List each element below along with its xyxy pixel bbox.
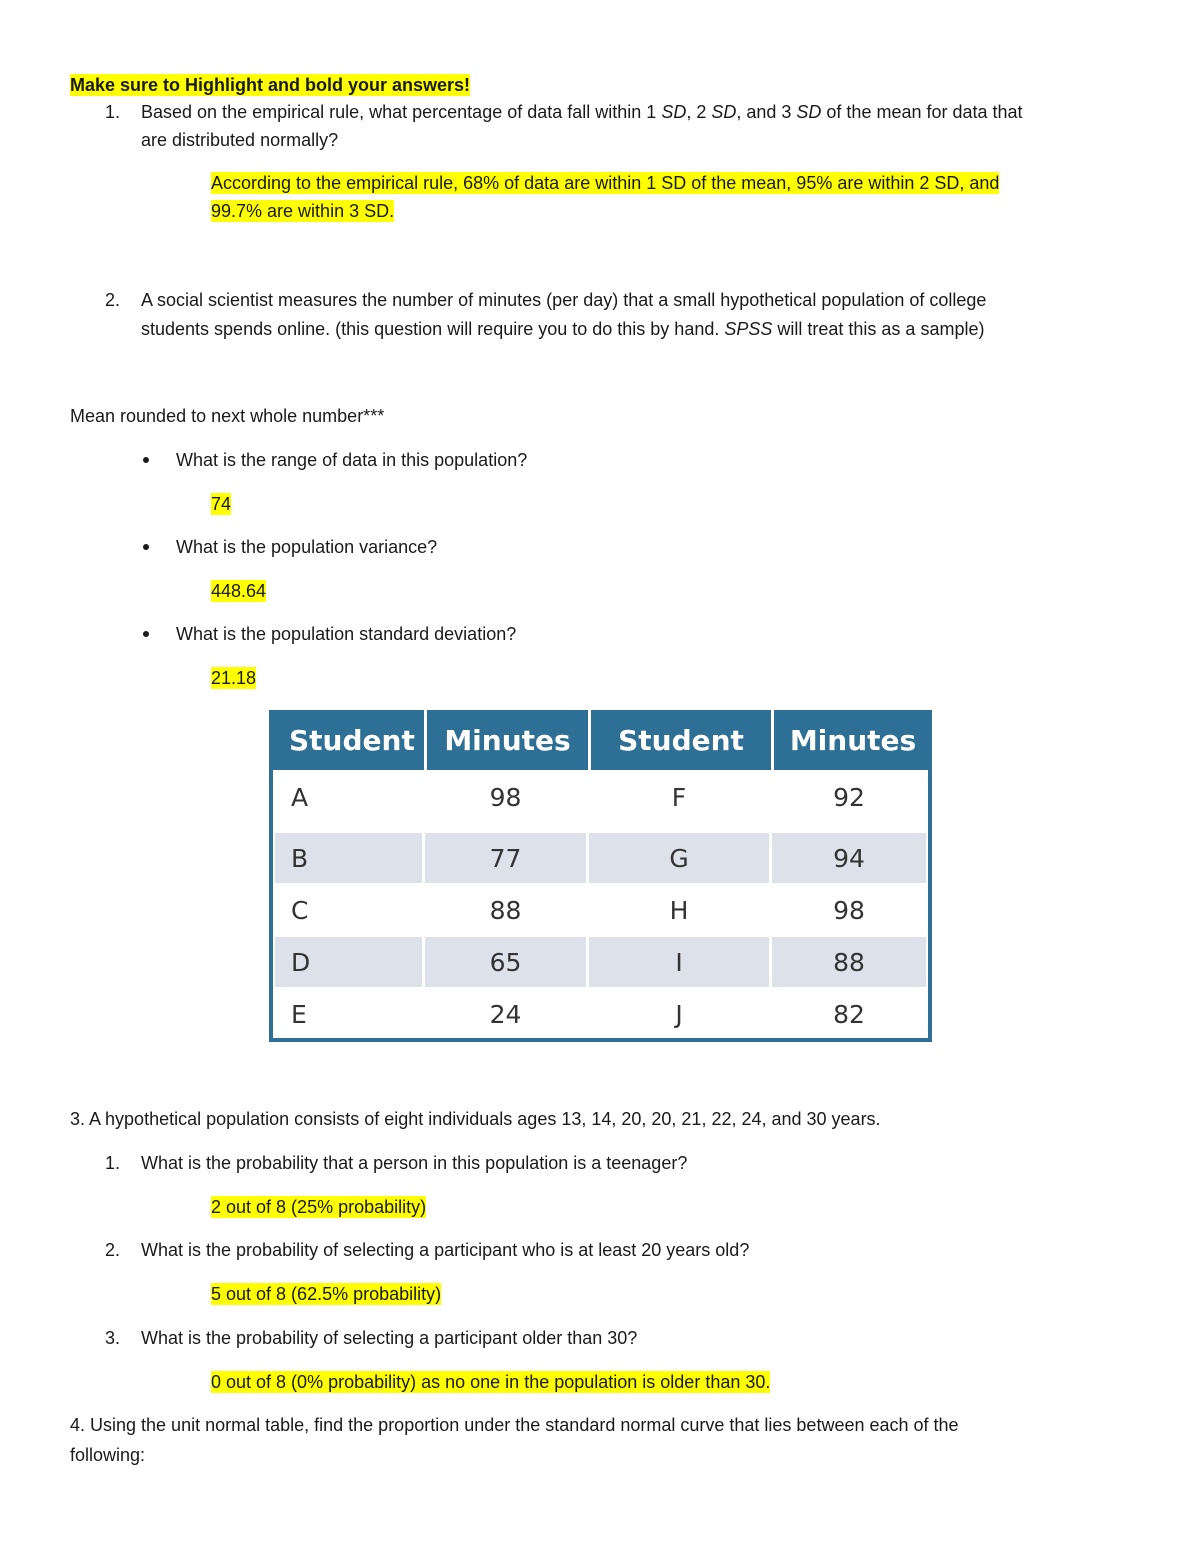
table-cell: 98 (833, 895, 865, 925)
bullet-icon (143, 544, 149, 550)
table-cell: 24 (489, 999, 522, 1029)
table-cell: 88 (772, 937, 926, 987)
q1-answer-line2: 99.7% are within 3 SD. (211, 201, 395, 221)
table-header-student-1: Student (289, 723, 415, 757)
q1-answer-line1: According to the empirical rule, 68% of data are within 1 SD of the mean, 95% are within 2 SD, and (211, 173, 1000, 193)
q3-sub1-question: What is the probability that a person in this population is a teenager? (141, 1153, 688, 1173)
q1-text-line2: are distributed normally? (141, 130, 339, 150)
q3-sub1-number: 1. (105, 1153, 121, 1173)
table-body (273, 770, 928, 1038)
table-cell: H (669, 895, 689, 925)
table-cell: J (675, 999, 683, 1029)
bullet-question-sd: What is the population standard deviation? (176, 624, 517, 644)
bullet-icon (143, 631, 149, 637)
table-cell: C (291, 895, 309, 925)
bullet-question-range: What is the range of data in this population? (176, 450, 528, 470)
table-cell: I (589, 937, 769, 987)
table-row (273, 772, 928, 822)
q3-text: 3. A hypothetical population consists of eight individuals ages 13, 14, 20, 20, 21, 22, 24, and 30 years. (70, 1109, 881, 1129)
table-cell: F (671, 782, 687, 812)
table-row (273, 937, 928, 987)
q2-text-line1: A social scientist measures the number of minutes (per day) that a small hypothetical population of college (141, 290, 987, 310)
table-cell: 77 (425, 833, 586, 883)
table-cell: 88 (489, 895, 522, 925)
q3-sub3-number: 3. (105, 1328, 121, 1348)
table-cell: E (291, 999, 307, 1029)
q1-text-line1: Based on the empirical rule, what percentage of data fall within 1 SD, 2 SD, and 3 SD of the mean for data that (141, 102, 1023, 122)
q3-sub2-number: 2. (105, 1240, 121, 1260)
answer-sd: 21.18 (211, 668, 257, 688)
table-cell: 82 (833, 999, 865, 1029)
q4-text-line1: 4. Using the unit normal table, find the proportion under the standard normal curve that lies between each of the (70, 1415, 959, 1435)
q3-sub1-answer: 2 out of 8 (25% probability) (211, 1197, 427, 1217)
table-cell: 94 (772, 833, 926, 883)
q2-number: 2. (105, 290, 121, 310)
bullet-icon (143, 457, 149, 463)
table-cell: 92 (833, 782, 865, 812)
answer-range: 74 (211, 494, 232, 514)
table-header-minutes-1: Minutes (444, 723, 571, 757)
table-row (273, 885, 928, 935)
bullet-question-variance: What is the population variance? (176, 537, 438, 557)
table-cell: G (589, 833, 769, 883)
instruction-heading: Make sure to Highlight and bold your answers! (70, 75, 471, 95)
student-minutes-table (269, 710, 932, 1042)
table-row (273, 989, 928, 1039)
q3-sub2-answer: 5 out of 8 (62.5% probability) (211, 1284, 442, 1304)
table-header-student-2: Student (618, 723, 744, 757)
table-header-minutes-2: Minutes (789, 723, 917, 757)
table-cell: A (291, 782, 309, 812)
table-cell: 65 (425, 937, 586, 987)
q3-sub3-answer: 0 out of 8 (0% probability) as no one in the population is older than 30. (211, 1372, 771, 1392)
q3-sub3-question: What is the probability of selecting a participant older than 30? (141, 1328, 638, 1348)
table-cell: D (275, 937, 422, 987)
q1-number: 1. (105, 102, 121, 122)
answer-variance: 448.64 (211, 581, 267, 601)
q3-sub2-question: What is the probability of selecting a participant who is at least 20 years old? (141, 1240, 750, 1260)
table-cell: 98 (489, 782, 522, 812)
mean-rounding-note: Mean rounded to next whole number*** (70, 406, 385, 426)
q2-text-line2: students spends online. (this question will require you to do this by hand. SPSS will treat this as a sample) (141, 319, 985, 339)
table-row (273, 833, 928, 883)
q4-text-line2: following: (70, 1445, 146, 1465)
table-cell: B (275, 833, 422, 883)
